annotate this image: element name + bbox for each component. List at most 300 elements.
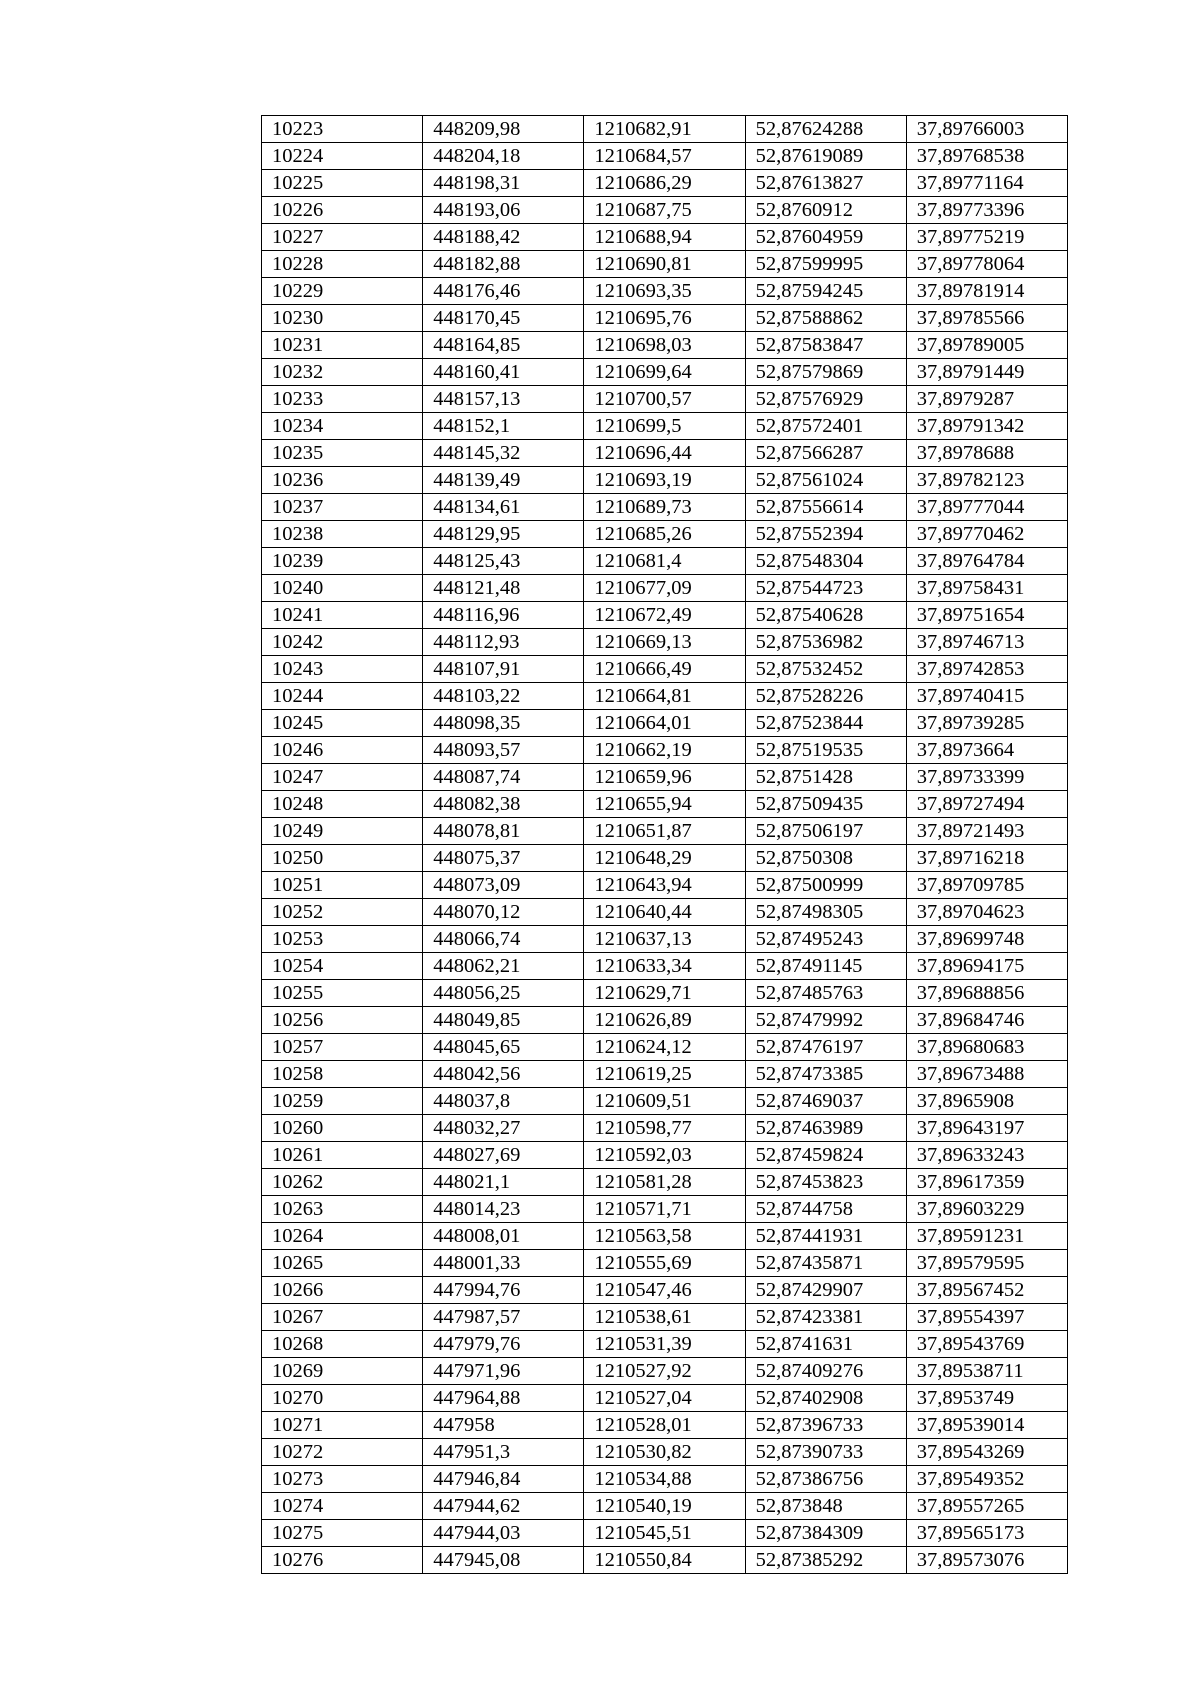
table-row — [262, 737, 1068, 764]
latitude-cell: 52,87523844 — [745, 710, 906, 737]
x-coordinate-cell: 447964,88 — [423, 1385, 584, 1412]
x-coordinate-cell: 448204,18 — [423, 143, 584, 170]
x-coordinate-cell: 448042,56 — [423, 1061, 584, 1088]
x-coordinate-cell: 448073,09 — [423, 872, 584, 899]
x-coordinate-cell: 448049,85 — [423, 1007, 584, 1034]
x-coordinate-cell: 448045,65 — [423, 1034, 584, 1061]
latitude-cell: 52,87385292 — [745, 1547, 906, 1574]
latitude-cell: 52,87576929 — [745, 386, 906, 413]
x-coordinate-cell: 448107,91 — [423, 656, 584, 683]
longitude-cell: 37,89538711 — [906, 1358, 1067, 1385]
latitude-cell: 52,8751428 — [745, 764, 906, 791]
longitude-cell: 37,89785566 — [906, 305, 1067, 332]
x-coordinate-cell: 448021,1 — [423, 1169, 584, 1196]
y-coordinate-cell: 1210637,13 — [584, 926, 745, 953]
x-coordinate-cell: 448001,33 — [423, 1250, 584, 1277]
point-number-cell: 10248 — [262, 791, 423, 818]
table-row — [262, 305, 1068, 332]
x-coordinate-cell: 448182,88 — [423, 251, 584, 278]
latitude-cell: 52,8741631 — [745, 1331, 906, 1358]
latitude-cell: 52,87604959 — [745, 224, 906, 251]
table-row — [262, 1277, 1068, 1304]
longitude-cell: 37,89778064 — [906, 251, 1067, 278]
point-number-cell: 10231 — [262, 332, 423, 359]
x-coordinate-cell: 447958 — [423, 1412, 584, 1439]
latitude-cell: 52,87552394 — [745, 521, 906, 548]
table-row — [262, 683, 1068, 710]
longitude-cell: 37,89704623 — [906, 899, 1067, 926]
latitude-cell: 52,87540628 — [745, 602, 906, 629]
x-coordinate-cell: 448198,31 — [423, 170, 584, 197]
table-row — [262, 1034, 1068, 1061]
point-number-cell: 10242 — [262, 629, 423, 656]
y-coordinate-cell: 1210626,89 — [584, 1007, 745, 1034]
point-number-cell: 10244 — [262, 683, 423, 710]
table-row — [262, 980, 1068, 1007]
longitude-cell: 37,8978688 — [906, 440, 1067, 467]
point-number-cell: 10239 — [262, 548, 423, 575]
y-coordinate-cell: 1210545,51 — [584, 1520, 745, 1547]
x-coordinate-cell: 448087,74 — [423, 764, 584, 791]
table-row — [262, 1304, 1068, 1331]
x-coordinate-cell: 448170,45 — [423, 305, 584, 332]
longitude-cell: 37,8965908 — [906, 1088, 1067, 1115]
longitude-cell: 37,89579595 — [906, 1250, 1067, 1277]
point-number-cell: 10267 — [262, 1304, 423, 1331]
point-number-cell: 10234 — [262, 413, 423, 440]
latitude-cell: 52,87396733 — [745, 1412, 906, 1439]
latitude-cell: 52,87588862 — [745, 305, 906, 332]
latitude-cell: 52,87506197 — [745, 818, 906, 845]
longitude-cell: 37,89773396 — [906, 197, 1067, 224]
x-coordinate-cell: 448008,01 — [423, 1223, 584, 1250]
point-number-cell: 10229 — [262, 278, 423, 305]
longitude-cell: 37,89770462 — [906, 521, 1067, 548]
y-coordinate-cell: 1210563,58 — [584, 1223, 745, 1250]
point-number-cell: 10266 — [262, 1277, 423, 1304]
y-coordinate-cell: 1210682,91 — [584, 116, 745, 143]
table-row — [262, 1196, 1068, 1223]
longitude-cell: 37,8979287 — [906, 386, 1067, 413]
x-coordinate-cell: 448121,48 — [423, 575, 584, 602]
point-number-cell: 10230 — [262, 305, 423, 332]
point-number-cell: 10241 — [262, 602, 423, 629]
point-number-cell: 10249 — [262, 818, 423, 845]
latitude-cell: 52,87624288 — [745, 116, 906, 143]
y-coordinate-cell: 1210550,84 — [584, 1547, 745, 1574]
x-coordinate-cell: 448112,93 — [423, 629, 584, 656]
longitude-cell: 37,89777044 — [906, 494, 1067, 521]
y-coordinate-cell: 1210698,03 — [584, 332, 745, 359]
x-coordinate-cell: 448098,35 — [423, 710, 584, 737]
point-number-cell: 10238 — [262, 521, 423, 548]
table-row — [262, 656, 1068, 683]
y-coordinate-cell: 1210629,71 — [584, 980, 745, 1007]
point-number-cell: 10275 — [262, 1520, 423, 1547]
x-coordinate-cell: 448056,25 — [423, 980, 584, 1007]
point-number-cell: 10228 — [262, 251, 423, 278]
y-coordinate-cell: 1210538,61 — [584, 1304, 745, 1331]
y-coordinate-cell: 1210643,94 — [584, 872, 745, 899]
x-coordinate-cell: 448188,42 — [423, 224, 584, 251]
table-row — [262, 1007, 1068, 1034]
table-row — [262, 872, 1068, 899]
table-row — [262, 791, 1068, 818]
point-number-cell: 10236 — [262, 467, 423, 494]
table-row — [262, 1088, 1068, 1115]
longitude-cell: 37,89539014 — [906, 1412, 1067, 1439]
y-coordinate-cell: 1210684,57 — [584, 143, 745, 170]
longitude-cell: 37,89557265 — [906, 1493, 1067, 1520]
y-coordinate-cell: 1210640,44 — [584, 899, 745, 926]
x-coordinate-cell: 448160,41 — [423, 359, 584, 386]
latitude-cell: 52,8760912 — [745, 197, 906, 224]
longitude-cell: 37,89716218 — [906, 845, 1067, 872]
y-coordinate-cell: 1210693,19 — [584, 467, 745, 494]
y-coordinate-cell: 1210664,01 — [584, 710, 745, 737]
table-row — [262, 359, 1068, 386]
point-number-cell: 10254 — [262, 953, 423, 980]
latitude-cell: 52,87435871 — [745, 1250, 906, 1277]
longitude-cell: 37,89771164 — [906, 170, 1067, 197]
longitude-cell: 37,89782123 — [906, 467, 1067, 494]
point-number-cell: 10276 — [262, 1547, 423, 1574]
y-coordinate-cell: 1210531,39 — [584, 1331, 745, 1358]
latitude-cell: 52,87386756 — [745, 1466, 906, 1493]
latitude-cell: 52,87556614 — [745, 494, 906, 521]
latitude-cell: 52,87498305 — [745, 899, 906, 926]
longitude-cell: 37,89591231 — [906, 1223, 1067, 1250]
point-number-cell: 10255 — [262, 980, 423, 1007]
x-coordinate-cell: 448027,69 — [423, 1142, 584, 1169]
longitude-cell: 37,89673488 — [906, 1061, 1067, 1088]
latitude-cell: 52,87583847 — [745, 332, 906, 359]
longitude-cell: 37,89791342 — [906, 413, 1067, 440]
latitude-cell: 52,87423381 — [745, 1304, 906, 1331]
y-coordinate-cell: 1210696,44 — [584, 440, 745, 467]
point-number-cell: 10270 — [262, 1385, 423, 1412]
y-coordinate-cell: 1210693,35 — [584, 278, 745, 305]
longitude-cell: 37,89567452 — [906, 1277, 1067, 1304]
latitude-cell: 52,87528226 — [745, 683, 906, 710]
longitude-cell: 37,89766003 — [906, 116, 1067, 143]
y-coordinate-cell: 1210624,12 — [584, 1034, 745, 1061]
latitude-cell: 52,87566287 — [745, 440, 906, 467]
y-coordinate-cell: 1210688,94 — [584, 224, 745, 251]
point-number-cell: 10235 — [262, 440, 423, 467]
table-row — [262, 116, 1068, 143]
x-coordinate-cell: 447945,08 — [423, 1547, 584, 1574]
longitude-cell: 37,89781914 — [906, 278, 1067, 305]
table-row — [262, 413, 1068, 440]
table-row — [262, 899, 1068, 926]
latitude-cell: 52,87572401 — [745, 413, 906, 440]
latitude-cell: 52,87561024 — [745, 467, 906, 494]
point-number-cell: 10232 — [262, 359, 423, 386]
y-coordinate-cell: 1210527,92 — [584, 1358, 745, 1385]
y-coordinate-cell: 1210669,13 — [584, 629, 745, 656]
latitude-cell: 52,87548304 — [745, 548, 906, 575]
y-coordinate-cell: 1210609,51 — [584, 1088, 745, 1115]
table-row — [262, 1385, 1068, 1412]
latitude-cell: 52,87613827 — [745, 170, 906, 197]
longitude-cell: 37,89746713 — [906, 629, 1067, 656]
longitude-cell: 37,89643197 — [906, 1115, 1067, 1142]
x-coordinate-cell: 448125,43 — [423, 548, 584, 575]
longitude-cell: 37,89764784 — [906, 548, 1067, 575]
longitude-cell: 37,89543769 — [906, 1331, 1067, 1358]
longitude-cell: 37,89554397 — [906, 1304, 1067, 1331]
x-coordinate-cell: 447944,03 — [423, 1520, 584, 1547]
x-coordinate-cell: 448164,85 — [423, 332, 584, 359]
y-coordinate-cell: 1210687,75 — [584, 197, 745, 224]
y-coordinate-cell: 1210540,19 — [584, 1493, 745, 1520]
x-coordinate-cell: 448134,61 — [423, 494, 584, 521]
x-coordinate-cell: 448062,21 — [423, 953, 584, 980]
y-coordinate-cell: 1210527,04 — [584, 1385, 745, 1412]
x-coordinate-cell: 447971,96 — [423, 1358, 584, 1385]
point-number-cell: 10256 — [262, 1007, 423, 1034]
latitude-cell: 52,87409276 — [745, 1358, 906, 1385]
longitude-cell: 37,89603229 — [906, 1196, 1067, 1223]
x-coordinate-cell: 448209,98 — [423, 116, 584, 143]
table-row — [262, 1358, 1068, 1385]
table-row — [262, 1493, 1068, 1520]
table-row — [262, 332, 1068, 359]
latitude-cell: 52,8750308 — [745, 845, 906, 872]
y-coordinate-cell: 1210547,46 — [584, 1277, 745, 1304]
latitude-cell: 52,87469037 — [745, 1088, 906, 1115]
y-coordinate-cell: 1210664,81 — [584, 683, 745, 710]
longitude-cell: 37,89739285 — [906, 710, 1067, 737]
y-coordinate-cell: 1210689,73 — [584, 494, 745, 521]
y-coordinate-cell: 1210659,96 — [584, 764, 745, 791]
table-row — [262, 1223, 1068, 1250]
point-number-cell: 10258 — [262, 1061, 423, 1088]
point-number-cell: 10240 — [262, 575, 423, 602]
point-number-cell: 10265 — [262, 1250, 423, 1277]
x-coordinate-cell: 447994,76 — [423, 1277, 584, 1304]
y-coordinate-cell: 1210700,57 — [584, 386, 745, 413]
table-row — [262, 1439, 1068, 1466]
table-row — [262, 170, 1068, 197]
longitude-cell: 37,89543269 — [906, 1439, 1067, 1466]
y-coordinate-cell: 1210633,34 — [584, 953, 745, 980]
longitude-cell: 37,89775219 — [906, 224, 1067, 251]
x-coordinate-cell: 448193,06 — [423, 197, 584, 224]
x-coordinate-cell: 448139,49 — [423, 467, 584, 494]
x-coordinate-cell: 448152,1 — [423, 413, 584, 440]
point-number-cell: 10263 — [262, 1196, 423, 1223]
latitude-cell: 52,87509435 — [745, 791, 906, 818]
longitude-cell: 37,89727494 — [906, 791, 1067, 818]
latitude-cell: 52,87453823 — [745, 1169, 906, 1196]
x-coordinate-cell: 448116,96 — [423, 602, 584, 629]
latitude-cell: 52,87579869 — [745, 359, 906, 386]
table-row — [262, 386, 1068, 413]
point-number-cell: 10250 — [262, 845, 423, 872]
y-coordinate-cell: 1210571,71 — [584, 1196, 745, 1223]
point-number-cell: 10274 — [262, 1493, 423, 1520]
table-row — [262, 1331, 1068, 1358]
y-coordinate-cell: 1210655,94 — [584, 791, 745, 818]
latitude-cell: 52,87390733 — [745, 1439, 906, 1466]
table-row — [262, 1250, 1068, 1277]
y-coordinate-cell: 1210648,29 — [584, 845, 745, 872]
point-number-cell: 10251 — [262, 872, 423, 899]
longitude-cell: 37,89694175 — [906, 953, 1067, 980]
table-row — [262, 845, 1068, 872]
table-row — [262, 278, 1068, 305]
point-number-cell: 10268 — [262, 1331, 423, 1358]
x-coordinate-cell: 447979,76 — [423, 1331, 584, 1358]
longitude-cell: 37,89733399 — [906, 764, 1067, 791]
x-coordinate-cell: 448145,32 — [423, 440, 584, 467]
longitude-cell: 37,89721493 — [906, 818, 1067, 845]
y-coordinate-cell: 1210555,69 — [584, 1250, 745, 1277]
point-number-cell: 10261 — [262, 1142, 423, 1169]
table-row — [262, 710, 1068, 737]
table-row — [262, 521, 1068, 548]
y-coordinate-cell: 1210695,76 — [584, 305, 745, 332]
y-coordinate-cell: 1210662,19 — [584, 737, 745, 764]
longitude-cell: 37,8973664 — [906, 737, 1067, 764]
latitude-cell: 52,87441931 — [745, 1223, 906, 1250]
table-row — [262, 1115, 1068, 1142]
x-coordinate-cell: 448070,12 — [423, 899, 584, 926]
x-coordinate-cell: 448082,38 — [423, 791, 584, 818]
latitude-cell: 52,87473385 — [745, 1061, 906, 1088]
point-number-cell: 10272 — [262, 1439, 423, 1466]
x-coordinate-cell: 448037,8 — [423, 1088, 584, 1115]
point-number-cell: 10260 — [262, 1115, 423, 1142]
latitude-cell: 52,87599995 — [745, 251, 906, 278]
point-number-cell: 10224 — [262, 143, 423, 170]
longitude-cell: 37,89789005 — [906, 332, 1067, 359]
longitude-cell: 37,89791449 — [906, 359, 1067, 386]
table-row — [262, 1169, 1068, 1196]
y-coordinate-cell: 1210672,49 — [584, 602, 745, 629]
latitude-cell: 52,87384309 — [745, 1520, 906, 1547]
y-coordinate-cell: 1210699,5 — [584, 413, 745, 440]
point-number-cell: 10259 — [262, 1088, 423, 1115]
point-number-cell: 10226 — [262, 197, 423, 224]
y-coordinate-cell: 1210677,09 — [584, 575, 745, 602]
y-coordinate-cell: 1210534,88 — [584, 1466, 745, 1493]
y-coordinate-cell: 1210666,49 — [584, 656, 745, 683]
y-coordinate-cell: 1210699,64 — [584, 359, 745, 386]
y-coordinate-cell: 1210528,01 — [584, 1412, 745, 1439]
longitude-cell: 37,8953749 — [906, 1385, 1067, 1412]
table-row — [262, 1061, 1068, 1088]
latitude-cell: 52,87619089 — [745, 143, 906, 170]
y-coordinate-cell: 1210598,77 — [584, 1115, 745, 1142]
table-row — [262, 143, 1068, 170]
y-coordinate-cell: 1210681,4 — [584, 548, 745, 575]
longitude-cell: 37,89742853 — [906, 656, 1067, 683]
y-coordinate-cell: 1210686,29 — [584, 170, 745, 197]
longitude-cell: 37,89768538 — [906, 143, 1067, 170]
latitude-cell: 52,87544723 — [745, 575, 906, 602]
table-row — [262, 629, 1068, 656]
longitude-cell: 37,89680683 — [906, 1034, 1067, 1061]
y-coordinate-cell: 1210690,81 — [584, 251, 745, 278]
x-coordinate-cell: 447944,62 — [423, 1493, 584, 1520]
point-number-cell: 10243 — [262, 656, 423, 683]
longitude-cell: 37,89565173 — [906, 1520, 1067, 1547]
table-row — [262, 926, 1068, 953]
point-number-cell: 10227 — [262, 224, 423, 251]
x-coordinate-cell: 448075,37 — [423, 845, 584, 872]
longitude-cell: 37,89549352 — [906, 1466, 1067, 1493]
point-number-cell: 10233 — [262, 386, 423, 413]
point-number-cell: 10245 — [262, 710, 423, 737]
table-row — [262, 818, 1068, 845]
table-row — [262, 467, 1068, 494]
latitude-cell: 52,87402908 — [745, 1385, 906, 1412]
x-coordinate-cell: 448014,23 — [423, 1196, 584, 1223]
longitude-cell: 37,89751654 — [906, 602, 1067, 629]
longitude-cell: 37,89709785 — [906, 872, 1067, 899]
table-row — [262, 575, 1068, 602]
latitude-cell: 52,87429907 — [745, 1277, 906, 1304]
table-row — [262, 602, 1068, 629]
x-coordinate-cell: 447987,57 — [423, 1304, 584, 1331]
coordinates-table-body — [262, 116, 1068, 1574]
longitude-cell: 37,89699748 — [906, 926, 1067, 953]
table-row — [262, 1547, 1068, 1574]
table-row — [262, 224, 1068, 251]
table-row — [262, 548, 1068, 575]
latitude-cell: 52,87536982 — [745, 629, 906, 656]
table-row — [262, 1520, 1068, 1547]
table-row — [262, 494, 1068, 521]
table-row — [262, 197, 1068, 224]
longitude-cell: 37,89758431 — [906, 575, 1067, 602]
latitude-cell: 52,873848 — [745, 1493, 906, 1520]
longitude-cell: 37,89617359 — [906, 1169, 1067, 1196]
latitude-cell: 52,87500999 — [745, 872, 906, 899]
latitude-cell: 52,87459824 — [745, 1142, 906, 1169]
table-row — [262, 251, 1068, 278]
x-coordinate-cell: 448032,27 — [423, 1115, 584, 1142]
point-number-cell: 10253 — [262, 926, 423, 953]
table-row — [262, 1142, 1068, 1169]
latitude-cell: 52,87532452 — [745, 656, 906, 683]
latitude-cell: 52,87495243 — [745, 926, 906, 953]
x-coordinate-cell: 448078,81 — [423, 818, 584, 845]
table-row — [262, 1466, 1068, 1493]
y-coordinate-cell: 1210619,25 — [584, 1061, 745, 1088]
y-coordinate-cell: 1210581,28 — [584, 1169, 745, 1196]
x-coordinate-cell: 448129,95 — [423, 521, 584, 548]
point-number-cell: 10223 — [262, 116, 423, 143]
y-coordinate-cell: 1210592,03 — [584, 1142, 745, 1169]
x-coordinate-cell: 448103,22 — [423, 683, 584, 710]
x-coordinate-cell: 448066,74 — [423, 926, 584, 953]
point-number-cell: 10269 — [262, 1358, 423, 1385]
y-coordinate-cell: 1210685,26 — [584, 521, 745, 548]
table-row — [262, 953, 1068, 980]
table-row — [262, 1412, 1068, 1439]
longitude-cell: 37,89688856 — [906, 980, 1067, 1007]
latitude-cell: 52,87476197 — [745, 1034, 906, 1061]
table-row — [262, 764, 1068, 791]
point-number-cell: 10237 — [262, 494, 423, 521]
coordinates-table — [261, 115, 1068, 1574]
y-coordinate-cell: 1210530,82 — [584, 1439, 745, 1466]
longitude-cell: 37,89633243 — [906, 1142, 1067, 1169]
